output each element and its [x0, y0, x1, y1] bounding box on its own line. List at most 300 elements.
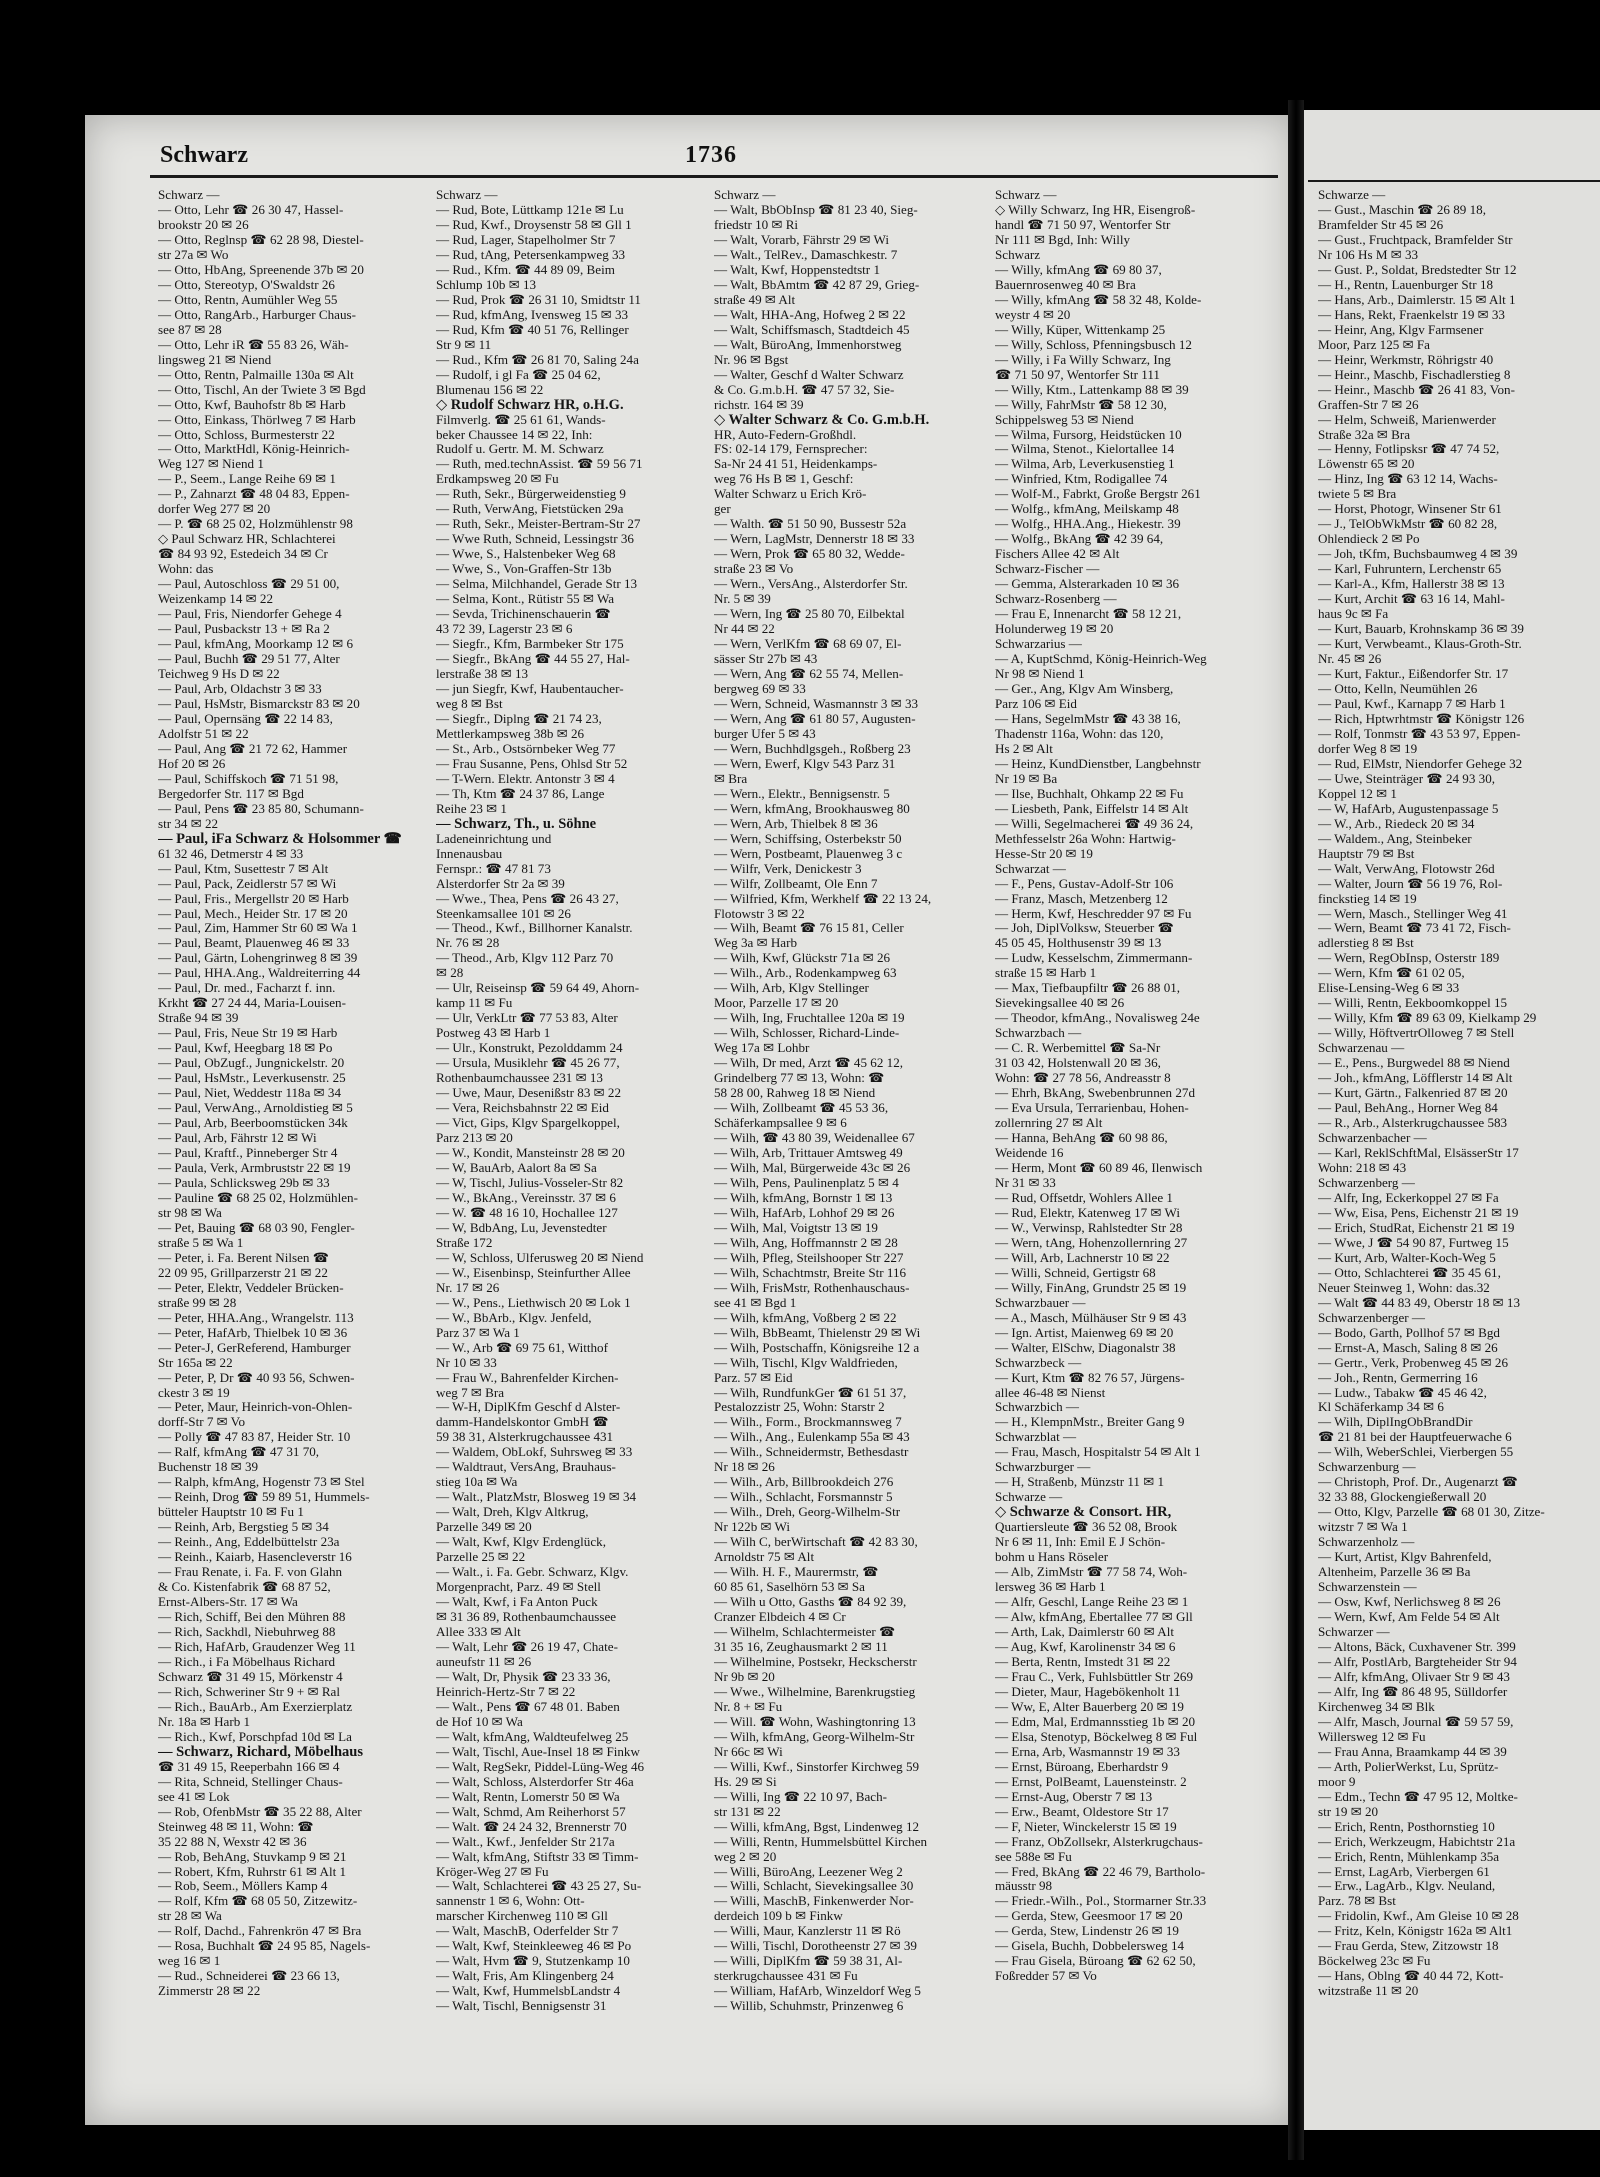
directory-entry-line: — W., Arb., Riedeck 20 ✉ 34 — [1318, 816, 1475, 831]
directory-entry-line: — Fred, BkAng ☎ 22 46 79, Bartholo- — [995, 1864, 1206, 1879]
directory-entry-line: — W., Kondit, Mansteinstr 28 ✉ 20 — [436, 1146, 625, 1160]
directory-entry-line: — Wern, Kfm ☎ 61 02 05, — [1318, 966, 1465, 981]
directory-entry-line: — Pet, Bauing ☎ 68 03 90, Fengler- — [158, 1220, 355, 1235]
directory-entry-line: Hauptstr 79 ✉ Bst — [1318, 846, 1415, 861]
directory-entry-line: Schwarzenstein — — [1318, 1580, 1417, 1595]
directory-entry-line: — Siegfr., BkAng ☎ 44 55 27, Hal- — [436, 652, 630, 667]
directory-column-4 — [995, 188, 1265, 2088]
directory-entry-line: — Wolfg., HHA.Ang., Hiekestr. 39 — [995, 517, 1181, 532]
directory-entry-line: — Wern, Schiffsing, Osterbekstr 50 — [714, 831, 902, 846]
directory-entry-line: — Gisela, Buchh, Dobbelersweg 14 — [995, 1939, 1185, 1954]
directory-entry-line: — Willi, Schlacht, Sievekingsallee 30 — [714, 1879, 914, 1894]
directory-entry-line: 31 03 42, Holstenwall 20 ✉ 36, — [995, 1056, 1161, 1071]
directory-entry-line: Weizenkamp 14 ✉ 22 — [158, 592, 273, 607]
directory-entry-line: dorfer Weg 277 ✉ 20 — [158, 502, 271, 517]
directory-entry-line: — W, BdbAng, Lu, Jevenstedter — [436, 1220, 607, 1235]
directory-entry-line: — Paul, Opernsäng ☎ 22 14 83, — [158, 711, 333, 726]
directory-entry-line: Parz 37 ✉ Wa 1 — [436, 1325, 520, 1340]
directory-entry-line: — Theod., Kwf., Billhorner Kanalstr. — [436, 921, 633, 936]
directory-entry-line: — Gerda, Stew, Lindenstr 26 ✉ 19 — [995, 1924, 1179, 1939]
directory-entry-line: — St., Arb., Ostsörnbeker Weg 77 — [436, 741, 616, 756]
directory-entry-line: — Dieter, Maur, Hagebökenholt 11 — [995, 1684, 1181, 1699]
directory-entry-line: — Reinh, Arb, Bergstieg 5 ✉ 34 — [158, 1520, 329, 1535]
directory-entry-line: — Peter, HafArb, Thielbek 10 ✉ 36 — [158, 1325, 348, 1340]
directory-entry-line: Buchenstr 18 ✉ 39 — [158, 1460, 259, 1475]
directory-entry-line: — W, BauArb, Aalort 8a ✉ Sa — [436, 1160, 597, 1175]
directory-entry-line: — Wilh, Tischl, Klgv Waldfrieden, — [714, 1355, 898, 1370]
directory-entry-line: — Paul, Beamt, Plauenweg 46 ✉ 33 — [158, 936, 350, 951]
directory-entry-line: — Wilh, Mal, Bürgerweide 43c ✉ 26 — [714, 1160, 911, 1175]
directory-entry-line: — Horst, Photogr, Winsener Str 61 — [1318, 502, 1502, 517]
directory-entry-line: — Rud., Schneiderei ☎ 23 66 13, — [158, 1969, 340, 1984]
directory-entry-line: — Herm, Kwf, Heschredder 97 ✉ Fu — [995, 906, 1192, 921]
directory-entry-line: — Wilh, WeberSchlei, Vierbergen 55 — [1318, 1445, 1514, 1460]
directory-entry-line: Parz 213 ✉ 20 — [436, 1131, 513, 1146]
directory-entry-line: — Rud, ElMstr, Niendorfer Gehege 32 — [1318, 756, 1523, 771]
directory-entry-line: Moor, Parz 125 ✉ Fa — [1318, 337, 1430, 352]
directory-entry-line: — W., BbArb., Klgv. Jenfeld, — [436, 1310, 592, 1325]
directory-entry-line: — Paul, Fris., Mergellstr 20 ✉ Harb — [158, 891, 349, 906]
directory-entry-line: — Willi, Schneid, Gertigstr 68 — [995, 1265, 1156, 1280]
directory-entry-line: — Rich., Kwf, Porschpfad 10d ✉ La — [158, 1729, 352, 1744]
directory-entry-line: — W., Pens., Liethwisch 20 ✉ Lok 1 — [436, 1295, 631, 1310]
directory-entry-line: — Herm, Mont ☎ 60 89 46, Ilenwisch — [995, 1160, 1203, 1175]
directory-entry-line: — Willi, BüroAng, Leezener Weg 2 — [714, 1864, 903, 1879]
directory-entry-line: — Wwe, S., Von-Graffen-Str 13b — [436, 562, 612, 577]
directory-entry-line: straße 49 ✉ Alt — [714, 292, 796, 307]
directory-entry-line: — Alfr, Ing ☎ 86 48 95, Sülldorfer — [1318, 1684, 1508, 1699]
directory-entry-line: Str 165a ✉ 22 — [158, 1355, 233, 1370]
directory-entry-line: — Heinz, KundDienstber, Langbehnstr — [995, 756, 1201, 771]
directory-entry-line: & Co. G.m.b.H. ☎ 47 57 32, Sie- — [714, 382, 895, 397]
directory-entry-line: — Ernst-Aug, Oberstr 7 ✉ 13 — [995, 1789, 1153, 1804]
directory-entry-line: — W, Schloss, Ulferusweg 20 ✉ Niend — [436, 1250, 644, 1265]
directory-entry-line: — Alw, kfmAng, Ebertallee 77 ✉ Gll — [995, 1610, 1193, 1625]
directory-entry-line: — Paul, Ang ☎ 21 72 62, Hammer — [158, 741, 348, 756]
directory-entry-line: — Th, Ktm ☎ 24 37 86, Lange — [436, 786, 605, 801]
directory-entry-line: — Wilh, BbBeamt, Thielenstr 29 ✉ Wi — [714, 1325, 921, 1340]
directory-entry-line: — Ulr., Konstrukt, Pezolddamm 24 — [436, 1041, 623, 1056]
directory-entry-line: — Otto, Lehr ☎ 26 30 47, Hassel- — [158, 202, 344, 217]
directory-entry-line: — Ruth, Sekr., Bürgerweidenstieg 9 — [436, 487, 626, 502]
directory-entry-line: — C. R. Werbemittel ☎ Sa-Nr — [995, 1041, 1161, 1056]
directory-entry-line: — Osw, Kwf, Nerlichsweg 8 ✉ 26 — [1318, 1595, 1501, 1610]
adjacent-header-rule — [1308, 180, 1600, 182]
directory-entry-line: — Wilma, Fursorg, Heidstücken 10 — [995, 427, 1182, 442]
page-number: 1736 — [685, 142, 737, 168]
directory-entry-line: — Ww, Eisa, Pens, Eichenstr 21 ✉ 19 — [1318, 1205, 1519, 1220]
directory-entry-line: — Rudolf, i gl Fa ☎ 25 04 62, — [436, 367, 601, 382]
directory-entry-line: — Erich, Rentn, Posthornstieg 10 — [1318, 1819, 1495, 1834]
directory-entry-line: adlerstieg 8 ✉ Bst — [1318, 936, 1414, 951]
directory-entry-line: — Rich., i Fa Möbelhaus Richard — [158, 1654, 336, 1669]
directory-entry-line: — Uwe, Steinträger ☎ 24 93 30, — [1318, 771, 1496, 786]
directory-entry-line: beker Chaussee 14 ✉ 22, Inh: — [436, 427, 593, 442]
directory-entry-line: — Walt, Tischl, Aue-Insel 18 ✉ Finkw — [436, 1744, 640, 1759]
directory-entry-line: — Peter, Elektr, Veddeler Brücken- — [158, 1280, 344, 1295]
directory-entry-line: Schwarz — — [158, 188, 220, 202]
directory-entry-line: — Rich, Schiff, Bei den Mühren 88 — [158, 1610, 346, 1625]
directory-entry-line: — Kurt, Gärtn., Falkenried 87 ✉ 20 — [1318, 1086, 1508, 1101]
directory-entry-line: Steenkamsallee 101 ✉ 26 — [436, 906, 571, 921]
directory-entry-line: Morgenpracht, Parz. 49 ✉ Stell — [436, 1580, 601, 1595]
directory-entry-line: — Joh, DiplVolksw, Steuerber ☎ — [995, 921, 1174, 936]
directory-entry-line: Schippelsweg 53 ✉ Niend — [995, 412, 1134, 427]
directory-entry-line: — Walt, Dr, Physik ☎ 23 33 36, — [436, 1669, 611, 1684]
directory-entry-line: — Wern, Postbeamt, Plauenweg 3 c — [714, 846, 903, 861]
directory-entry-line: — Wern., Elektr., Bennigsenstr. 5 — [714, 786, 890, 801]
directory-entry-line: ✉ 31 36 89, Rothenbaumchaussee — [436, 1610, 617, 1625]
directory-entry-line: Willersweg 12 ✉ Fu — [1318, 1729, 1426, 1744]
directory-entry-line: moor 9 — [1318, 1774, 1356, 1789]
directory-entry-line: Bergedorfer Str. 117 ✉ Bgd — [158, 786, 304, 801]
directory-entry-line: Zimmerstr 28 ✉ 22 — [158, 1984, 261, 1999]
directory-entry-line: — Wilh, Schachtmstr, Breite Str 116 — [714, 1265, 907, 1280]
directory-entry-line: — Walt, Lehr ☎ 26 19 47, Chate- — [436, 1639, 618, 1654]
directory-entry-line: — Selma, Kont., Rütistr 55 ✉ Wa — [436, 592, 615, 607]
directory-entry-line: — Hans, Arb., Daimlerstr. 15 ✉ Alt 1 — [1318, 292, 1516, 307]
directory-entry-line: — A., Masch, Mülhäuser Str 9 ✉ 43 — [995, 1310, 1187, 1325]
directory-entry-line: — Heinr, Ang, Klgv Farmsener — [1318, 322, 1484, 337]
directory-entry-line: ◇ Paul Schwarz HR, Schlachterei — [158, 532, 336, 547]
directory-entry-line: — Wilh C, berWirtschaft ☎ 42 83 30, — [714, 1535, 918, 1550]
directory-entry-line: — William, HafArb, Winzeldorf Weg 5 — [714, 1984, 921, 1999]
directory-entry-line: — Wilh, Pfleg, Steilshooper Str 227 — [714, 1250, 904, 1265]
directory-entry-line: — Walt, kfmAng, Stiftstr 33 ✉ Timm- — [436, 1849, 639, 1864]
directory-entry-line: Böckelweg 23c ✉ Fu — [1318, 1954, 1431, 1969]
directory-entry-line: richstr. 164 ✉ 39 — [714, 397, 804, 412]
directory-entry-line: — Ernst, Büroang, Eberhardstr 9 — [995, 1759, 1169, 1774]
directory-entry-line: 31 35 16, Zeughausmarkt 2 ✉ 11 — [714, 1639, 888, 1654]
directory-entry-line: — Willi, MaschB, Finkenwerder Nor- — [714, 1894, 914, 1909]
directory-entry-line: dorff-Str 7 ✉ Vo — [158, 1415, 245, 1430]
directory-entry-line: — Paul, Fris, Neue Str 19 ✉ Harb — [158, 1026, 338, 1041]
directory-entry-line: lersweg 36 ✉ Harb 1 — [995, 1580, 1106, 1595]
book-gutter — [1288, 100, 1304, 2160]
directory-entry-line: — W-H, DiplKfm Geschf d Alster- — [436, 1400, 621, 1415]
directory-entry-line: — Ign. Artist, Maienweg 69 ✉ 20 — [995, 1325, 1174, 1340]
directory-entry-line: — Ulr, VerkLtr ☎ 77 53 83, Alter — [436, 1011, 618, 1026]
directory-entry-line: — Elsa, Stenotyp, Böckelweg 8 ✉ Ful — [995, 1729, 1198, 1744]
directory-entry-line: Nr 6 ✉ 11, Inh: Emil E J Schön- — [995, 1535, 1166, 1550]
directory-entry-line: — Wern, VerlKfm ☎ 68 69 07, El- — [714, 637, 902, 652]
directory-entry-line: — Walt., Pens ☎ 67 48 01. Baben — [436, 1699, 620, 1714]
directory-entry-line: — Wern, Ing ☎ 25 80 70, Eilbektal — [714, 607, 905, 622]
directory-entry-line: — Rob, Seem., Möllers Kamp 4 — [158, 1879, 328, 1894]
directory-entry-line: — Wern, tAng, Hohenzollernring 27 — [995, 1235, 1188, 1250]
directory-entry-line: — Erw., LagArb., Klgv. Neuland, — [1318, 1879, 1496, 1894]
directory-entry-line: — Bodo, Garth, Pollhof 57 ✉ Bgd — [1318, 1325, 1500, 1340]
directory-entry-line: — Pauline ☎ 68 25 02, Holzmühlen- — [158, 1190, 358, 1205]
directory-entry-line: — Wwe Ruth, Schneid, Lessingstr 36 — [436, 532, 634, 547]
directory-entry-line: — Gerda, Stew, Geesmoor 17 ✉ 20 — [995, 1909, 1183, 1924]
directory-entry-line: — Erich, Werkzeugm, Habichtstr 21a — [1318, 1834, 1516, 1849]
directory-entry-line: de Hof 10 ✉ Wa — [436, 1714, 523, 1729]
directory-entry-line: — Ger., Ang, Klgv Am Winsberg, — [995, 681, 1174, 696]
directory-entry-line: — Frau Gerda, Stew, Zitzowstr 18 — [1318, 1939, 1499, 1954]
directory-entry-line: — Paul, HsMstr, Bismarckstr 83 ✉ 20 — [158, 696, 360, 711]
directory-entry-line: — Wilh, Postschaffn, Königsreihe 12 a — [714, 1340, 920, 1355]
directory-entry-line: — Wern, RegObInsp, Osterstr 189 — [1318, 951, 1500, 966]
directory-entry-line: — Paul, Kwf, Heegbarg 18 ✉ Po — [158, 1041, 333, 1056]
directory-entry-line: str 131 ✉ 22 — [714, 1804, 781, 1819]
directory-entry-line: — Siegfr., Kfm, Barmbeker Str 175 — [436, 637, 624, 652]
directory-entry-line: weg 2 ✉ 20 — [714, 1849, 777, 1864]
directory-entry-line: — Edm, Mal, Erdmannsstieg 1b ✉ 20 — [995, 1714, 1196, 1729]
directory-entry-line: — Walt, Kwf, Steinkleeweg 46 ✉ Po — [436, 1939, 632, 1954]
directory-entry-line: Elise-Lensing-Weg 6 ✉ 33 — [1318, 981, 1460, 996]
directory-entry-line: — Wilma, Arb, Leverkusenstieg 1 — [995, 457, 1175, 472]
directory-entry-line: — Erich, StudRat, Eichenstr 21 ✉ 19 — [1318, 1220, 1515, 1235]
directory-entry-line: — Ehrh, BkAng, Swebenbrunnen 27d — [995, 1086, 1196, 1101]
directory-entry-line: — E., Pens., Burgwedel 88 ✉ Niend — [1318, 1056, 1510, 1071]
directory-entry-line: — Wolfg., BkAng ☎ 42 39 64, — [995, 532, 1164, 547]
directory-entry-line: Allee 333 ✉ Alt — [436, 1625, 521, 1639]
directory-entry-line: — Altons, Bäck, Cuxhavener Str. 399 — [1318, 1639, 1516, 1654]
directory-entry-line: — Walt, HHA-Ang, Hofweg 2 ✉ 22 — [714, 307, 906, 322]
directory-entry-line: — Wilh, Kwf, Glückstr 71a ✉ 26 — [714, 951, 891, 966]
directory-entry-line: — Siegfr., Diplng ☎ 21 74 23, — [436, 711, 602, 726]
directory-entry-line: — Edm., Techn ☎ 47 95 12, Moltke- — [1318, 1789, 1518, 1804]
directory-entry-line: — Otto, Kwf, Bauhofstr 8b ✉ Harb — [158, 397, 346, 412]
directory-entry-line: — Paul, Pusbackstr 13 + ✉ Ra 2 — [158, 622, 330, 637]
directory-entry-line: — Paul, ObZugf., Jungnickelstr. 20 — [158, 1056, 345, 1071]
directory-entry-line: ☎ 21 81 bei der Hauptfeuerwache 6 — [1318, 1430, 1512, 1445]
directory-entry-line: Schwarzenberger — — [1318, 1310, 1426, 1325]
directory-entry-line: Reihe 23 ✉ 1 — [436, 801, 507, 816]
directory-entry-line: auneufstr 11 ✉ 26 — [436, 1654, 532, 1669]
directory-entry-line: — Paul, BehAng., Horner Weg 84 — [1318, 1101, 1498, 1116]
directory-entry-line: — Gust., Maschin ☎ 26 89 18, — [1318, 202, 1486, 217]
directory-entry-line: haus 9c ✉ Fa — [1318, 607, 1389, 622]
directory-entry-line: witzstr 7 ✉ Wa 1 — [1318, 1520, 1408, 1535]
directory-entry-line: weg 76 Hs B ✉ 1, Geschf: — [714, 472, 854, 487]
directory-entry-line: — Friedr.-Wilh., Pol., Stormarner Str.33 — [995, 1894, 1207, 1909]
directory-entry-line: — Paul, Mech., Heider Str. 17 ✉ 20 — [158, 906, 348, 921]
directory-entry-line: str 27a ✉ Wo — [158, 247, 229, 262]
directory-entry-line: Nr 31 ✉ 33 — [995, 1175, 1056, 1190]
directory-entry-line: — Frau C., Verk, Fuhlsbüttler Str 269 — [995, 1669, 1193, 1684]
directory-entry-line: Blumenau 156 ✉ 22 — [436, 382, 544, 397]
directory-entry-line: — Wolf-M., Fabrkt, Große Bergstr 261 — [995, 487, 1201, 502]
directory-entry-line: — Rich, Hptwrhtmstr ☎ Königstr 126 — [1318, 711, 1525, 726]
directory-entry-line: — Walt, Hvm ☎ 9, Stutzenkamp 10 — [436, 1954, 630, 1969]
directory-entry-line: — Wilh, kfmAng, Voßberg 2 ✉ 22 — [714, 1310, 897, 1325]
directory-entry-line: — Gust. P., Soldat, Bredstedter Str 12 — [1318, 262, 1517, 277]
directory-entry-line: — Wern, Masch., Stellinger Weg 41 — [1318, 906, 1508, 921]
directory-entry-line: — Reinh., Kaiarb, Hasencleverstr 16 — [158, 1550, 352, 1565]
directory-entry-line: Foßredder 57 ✉ Vo — [995, 1969, 1097, 1984]
directory-entry-line: — Wwe, J ☎ 54 90 87, Furtweg 15 — [1318, 1235, 1509, 1250]
directory-entry-line: Schwarzenau — — [1318, 1041, 1405, 1056]
directory-entry-line: Nr. 76 ✉ 28 — [436, 936, 500, 951]
directory-entry-line: — Wolfg., kfmAng, Meilskamp 48 — [995, 502, 1179, 517]
directory-entry-line: — Rolf, Tonmstr ☎ 43 53 97, Eppen- — [1318, 726, 1521, 741]
directory-entry-line: Nr. 8 + ✉ Fu — [714, 1699, 783, 1714]
directory-entry-line: weg 7 ✉ Bra — [436, 1385, 505, 1400]
directory-entry-line: Bramfelder Str 45 ✉ 26 — [1318, 217, 1444, 232]
directory-entry-line: Kröger-Weg 27 ✉ Fu — [436, 1864, 549, 1879]
directory-entry-line: Weidende 16 — [995, 1146, 1064, 1160]
directory-entry-line: ◇ Rudolf Schwarz HR, o.H.G. — [436, 397, 624, 413]
directory-entry-line: — Willi, Tischl, Dorotheenstr 27 ✉ 39 — [714, 1939, 917, 1954]
directory-entry-line: Neuer Steinweg 1, Wohn: das.32 — [1318, 1280, 1490, 1295]
directory-entry-line: — Rud, Elektr, Katenweg 17 ✉ Wi — [995, 1205, 1180, 1220]
directory-entry-line: — Wilh., Schlacht, Forsmannstr 5 — [714, 1490, 893, 1505]
directory-entry-line: — Willi, DiplKfm ☎ 59 38 31, Al- — [714, 1954, 903, 1969]
directory-entry-line: — Theod., Arb, Klgv 112 Parz 70 — [436, 951, 614, 966]
directory-entry-line: — Walt ☎ 44 83 49, Oberstr 18 ✉ 13 — [1318, 1295, 1521, 1310]
directory-entry-line: — R., Arb., Alsterkrugchaussee 583 — [1318, 1116, 1508, 1131]
directory-entry-line: — Berta, Rentn, Imstedt 31 ✉ 22 — [995, 1654, 1171, 1669]
directory-entry-line: Altenheim, Parzelle 36 ✉ Ba — [1318, 1565, 1471, 1580]
directory-entry-line: — Willi, Segelmacherei ☎ 49 36 24, — [995, 816, 1194, 831]
directory-entry-line: Schwarze — — [995, 1490, 1063, 1505]
directory-entry-line: straße 23 ✉ Vo — [714, 562, 794, 577]
directory-entry-line: kamp 11 ✉ Fu — [436, 996, 513, 1011]
directory-entry-line: Koppel 12 ✉ 1 — [1318, 786, 1397, 801]
directory-entry-line: Filmverlg. ☎ 25 61 61, Wands- — [436, 412, 606, 427]
directory-entry-line: — Ernst-A, Masch, Saling 8 ✉ 26 — [1318, 1340, 1498, 1355]
directory-entry-line: lingsweg 21 ✉ Niend — [158, 352, 272, 367]
directory-entry-line: Nr 66c ✉ Wi — [714, 1744, 783, 1759]
directory-entry-line: — Walt, Schloss, Alsterdorfer Str 46a — [436, 1774, 634, 1789]
directory-entry-line: Bauernrosenweg 40 ✉ Bra — [995, 277, 1136, 292]
directory-entry-line: Nr. 96 ✉ Bgst — [714, 352, 789, 367]
directory-entry-line: — Franz, ObZollsekr, Alsterkrugchaus- — [995, 1834, 1203, 1849]
directory-entry-line: Sa-Nr 24 41 51, Heidenkamps- — [714, 457, 878, 472]
directory-entry-line: — Walt, BbObInsp ☎ 81 23 40, Sieg- — [714, 202, 918, 217]
directory-entry-line: — Selma, Milchhandel, Gerade Str 13 — [436, 577, 638, 592]
directory-entry-line: — Arth, PolierWerkst, Lu, Sprütz- — [1318, 1759, 1499, 1774]
directory-entry-line: str 19 ✉ 20 — [1318, 1804, 1379, 1819]
directory-entry-line: — Otto, Schloss, Burmesterstr 22 — [158, 427, 335, 442]
directory-entry-line: twiete 5 ✉ Bra — [1318, 487, 1397, 502]
directory-entry-line: — Sevda, Trichinenschauerin ☎ — [436, 607, 611, 622]
directory-entry-line: Schwarzblat — — [995, 1430, 1077, 1445]
directory-column-2 — [436, 188, 706, 2088]
directory-entry-line: Schwarzer — — [1318, 1625, 1390, 1639]
directory-entry-line: — Willy, Kfm ☎ 89 63 09, Kielkamp 29 — [1318, 1011, 1537, 1026]
directory-entry-line: — J., TelObWkMstr ☎ 60 82 28, — [1318, 517, 1498, 532]
directory-entry-line: — Wilh., Arb., Rodenkampweg 63 — [714, 966, 897, 981]
directory-entry-line: — Otto, Rentn, Palmaille 130a ✉ Alt — [158, 367, 354, 382]
directory-entry-line: Schwarzbeck — — [995, 1355, 1082, 1370]
directory-entry-line: — Paul, Niet, Weddestr 118a ✉ 34 — [158, 1086, 342, 1101]
directory-entry-line: ger — [714, 502, 731, 517]
directory-entry-line: — Paula, Schlicksweg 29b ✉ 33 — [158, 1175, 330, 1190]
directory-entry-line: Nr. 17 ✉ 26 — [436, 1280, 500, 1295]
directory-entry-line: bütteler Hauptstr 10 ✉ Fu 1 — [158, 1505, 304, 1520]
directory-entry-line: — Kurt, Bauarb, Krohnskamp 36 ✉ 39 — [1318, 622, 1524, 637]
directory-entry-line: — Wilh, Ing, Fruchtallee 120a ✉ 19 — [714, 1011, 905, 1026]
directory-entry-line: — Wilh, kfmAng, Bornstr 1 ✉ 13 — [714, 1190, 893, 1205]
directory-entry-line: — Gertr., Verk, Probenweg 45 ✉ 26 — [1318, 1355, 1509, 1370]
directory-entry-line: Krkht ☎ 27 24 44, Maria-Louisen- — [158, 996, 346, 1011]
directory-entry-line: witzstraße 11 ✉ 20 — [1318, 1984, 1419, 1999]
directory-entry-line: — T-Wern. Elektr. Antonstr 3 ✉ 4 — [436, 771, 615, 786]
directory-entry-line: — Wern, LagMstr, Dennerstr 18 ✉ 33 — [714, 532, 915, 547]
directory-entry-line: — Paul, Arb, Fährstr 12 ✉ Wi — [158, 1131, 317, 1146]
directory-entry-line: Thadenstr 116a, Wohn: das 120, — [995, 726, 1164, 741]
directory-entry-line: Alsterdorfer Str 2a ✉ 39 — [436, 876, 565, 891]
directory-entry-line: Schwarz ☎ 31 49 15, Mörkenstr 4 — [158, 1669, 343, 1684]
directory-entry-line: — Ruth, Sekr., Meister-Bertram-Str 27 — [436, 517, 641, 532]
directory-entry-line: — Willi, Rentn, Eekboomkoppel 15 — [1318, 996, 1508, 1011]
directory-entry-line: — Frau E, Innenarcht ☎ 58 12 21, — [995, 607, 1182, 622]
directory-entry-line: — Wilh, Beamt ☎ 76 15 81, Celler — [714, 921, 904, 936]
directory-entry-line: — Walt, RegSekr, Piddel-Lüng-Weg 46 — [436, 1759, 645, 1774]
directory-entry-line: burger Ufer 5 ✉ 43 — [714, 726, 816, 741]
directory-entry-line: — Rud, kfmAng, Ivensweg 15 ✉ 33 — [436, 307, 629, 322]
directory-entry-line: — Willib, Schuhmstr, Prinzenweg 6 — [714, 1999, 904, 2014]
directory-entry-line: — Ursula, Musiklehr ☎ 45 26 77, — [436, 1056, 620, 1071]
directory-entry-line: Arnoldstr 75 ✉ Alt — [714, 1550, 815, 1565]
directory-entry-line: — W., Verwinsp, Rahlstedter Str 28 — [995, 1220, 1183, 1235]
directory-entry-line: Hs. 29 ✉ Si — [714, 1774, 777, 1789]
directory-entry-line: — Paul, HsMstr., Leverkusenstr. 25 — [158, 1071, 346, 1086]
directory-entry-line: — Walt, BüroAng, Immenhorstweg — [714, 337, 902, 352]
directory-entry-line: str 34 ✉ 22 — [158, 816, 219, 831]
directory-entry-line: — Rud, tAng, Petersenkampweg 33 — [436, 247, 626, 262]
directory-entry-line: damm-Handelskontor GmbH ☎ — [436, 1415, 609, 1430]
directory-entry-line: — Alfr, Geschl, Lange Reihe 23 ✉ 1 — [995, 1595, 1189, 1610]
directory-entry-line: — Rich, HafArb, Graudenzer Weg 11 — [158, 1639, 356, 1654]
directory-entry-line: — Walth. ☎ 51 50 90, Bussestr 52a — [714, 517, 907, 532]
directory-entry-line: — Kurt, Verwbeamt., Klaus-Groth-Str. — [1318, 637, 1522, 652]
directory-column-1 — [158, 188, 428, 2088]
directory-entry-line: str 28 ✉ Wa — [158, 1909, 222, 1924]
directory-entry-line: friedstr 10 ✉ Ri — [714, 217, 799, 232]
directory-entry-line: — Wilh., Arb, Billbrookdeich 276 — [714, 1475, 894, 1490]
directory-entry-line: — Erw., Beamt, Oldestore Str 17 — [995, 1804, 1169, 1819]
directory-entry-line: — Heinr., Maschb, Fischadlerstieg 8 — [1318, 367, 1511, 382]
directory-entry-line: — Schwarz, Richard, Möbelhaus — [158, 1744, 364, 1760]
directory-entry-line: Schwarz-Fischer — — [995, 562, 1100, 577]
directory-entry-line: — Wwe., Wilhelmine, Barenkrugstieg — [714, 1684, 916, 1699]
directory-entry-line: — Paul, Zim, Hammer Str 60 ✉ Wa 1 — [158, 921, 358, 936]
directory-entry-line: Schwarzbich — — [995, 1400, 1079, 1415]
directory-entry-line: — Paul, Pack, Zeidlerstr 57 ✉ Wi — [158, 876, 337, 891]
directory-entry-line: — Paul, Kwf., Karnapp 7 ✉ Harb 1 — [1318, 696, 1506, 711]
directory-entry-line: sannenstr 1 ✉ 6, Wohn: Ott- — [436, 1894, 585, 1909]
directory-entry-line: Parz. 78 ✉ Bst — [1318, 1894, 1396, 1909]
directory-entry-line: — Frau W., Bahrenfelder Kirchen- — [436, 1370, 619, 1385]
directory-entry-line: Schwarz — [995, 247, 1041, 262]
directory-entry-line: sterkrugchaussee 431 ✉ Fu — [714, 1969, 858, 1984]
directory-column-3 — [714, 188, 984, 2088]
directory-entry-line: — Ernst, PolBeamt, Lauensteinstr. 2 — [995, 1774, 1187, 1789]
directory-entry-line: — W., Eisenbinsp, Steinfurther Allee — [436, 1265, 631, 1280]
directory-entry-line: Schwarzbauer — — [995, 1295, 1086, 1310]
directory-entry-line: — Wern, Ang ☎ 62 55 74, Mellen- — [714, 667, 904, 681]
directory-entry-line: — P., Seem., Lange Reihe 69 ✉ 1 — [158, 472, 336, 487]
directory-entry-line: — Wilh, RundfunkGer ☎ 61 51 37, — [714, 1385, 907, 1400]
directory-entry-line: — Wilfr, Zollbeamt, Ole Enn 7 — [714, 876, 878, 891]
directory-entry-line: — Otto, Rentn, Aumühler Weg 55 — [158, 292, 338, 307]
directory-entry-line: — W, Tischl, Julius-Vosseler-Str 82 — [436, 1175, 624, 1190]
directory-entry-line: — Kurt, Ktm ☎ 82 76 57, Jürgens- — [995, 1370, 1185, 1385]
directory-entry-line: — Wilh, ☎ 43 80 39, Weidenallee 67 — [714, 1131, 915, 1146]
directory-entry-line: — Theodor, kfmAng., Novalisweg 24e — [995, 1011, 1200, 1026]
directory-entry-line: — Paul, Pens ☎ 23 85 80, Schumann- — [158, 801, 364, 816]
directory-entry-line: Nr. 18a ✉ Harb 1 — [158, 1714, 251, 1729]
directory-entry-line: — Wilh, Mal, Voigtstr 13 ✉ 19 — [714, 1220, 878, 1235]
directory-entry-line: — Wilh, Arb, Klgv Stellinger — [714, 981, 869, 996]
directory-entry-line: Ohlendieck 2 ✉ Po — [1318, 532, 1420, 547]
directory-entry-line: — Wern, Ang ☎ 61 80 57, Augusten- — [714, 711, 916, 726]
directory-entry-line: — Rob, OfenbMstr ☎ 35 22 88, Alter — [158, 1804, 362, 1819]
